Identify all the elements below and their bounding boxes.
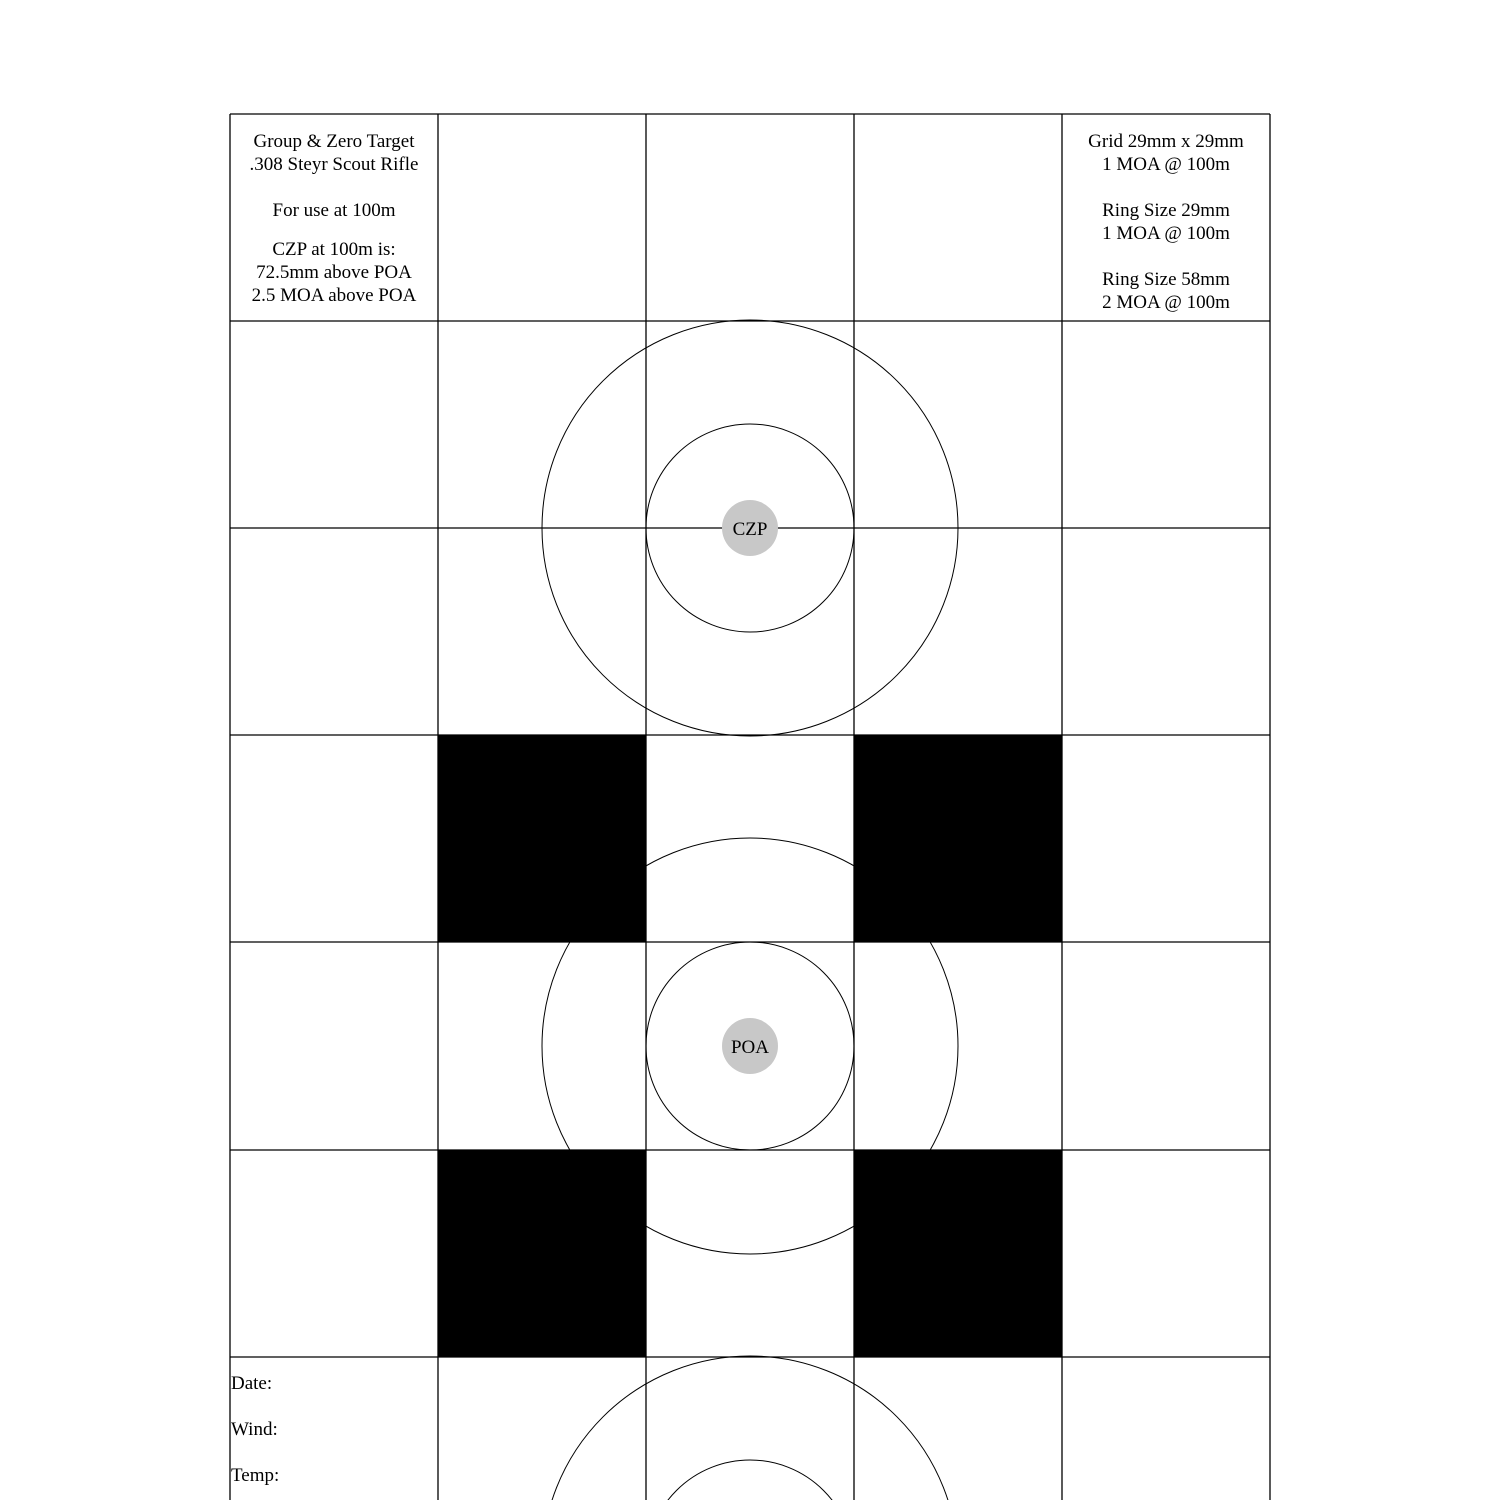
temp-field-label: Temp: — [231, 1465, 280, 1486]
grid-moa: 1 MOA @ 100m — [1102, 154, 1230, 175]
ring-large-moa: 2 MOA @ 100m — [1102, 292, 1230, 313]
poa-marker — [722, 1018, 778, 1074]
czp-heading: CZP at 100m is: — [272, 239, 396, 260]
czp-offset-moa: 2.5 MOA above POA — [251, 285, 417, 306]
date-field-label: Date: — [231, 1373, 273, 1394]
bottom-ring-inner — [646, 1460, 854, 1500]
black-block-upper-right — [854, 735, 1062, 942]
grid-size: Grid 29mm x 29mm — [1088, 131, 1244, 152]
czp-marker — [722, 500, 778, 556]
black-block-upper-left — [438, 735, 646, 942]
target-title: Group & Zero Target — [253, 131, 415, 152]
black-block-lower-left — [438, 1150, 646, 1357]
ring-large-size: Ring Size 58mm — [1102, 269, 1230, 290]
black-block-lower-right — [854, 1150, 1062, 1357]
ring-set-bottom — [542, 1356, 958, 1500]
usage-note: For use at 100m — [272, 200, 396, 221]
ring-small-size: Ring Size 29mm — [1102, 200, 1230, 221]
rifle-name: .308 Steyr Scout Rifle — [249, 154, 419, 175]
target-info-left — [230, 130, 438, 307]
poa-marker-label: POA — [730, 1037, 770, 1058]
target-info-right — [1062, 130, 1270, 314]
grid — [230, 114, 1270, 1500]
ring-small-moa: 1 MOA @ 100m — [1102, 223, 1230, 244]
wind-field-label: Wind: — [231, 1419, 278, 1440]
czp-marker-label: CZP — [732, 519, 768, 540]
shot-log — [231, 1372, 279, 1510]
bottom-ring-outer — [542, 1356, 958, 1500]
czp-offset-mm: 72.5mm above POA — [256, 262, 412, 283]
